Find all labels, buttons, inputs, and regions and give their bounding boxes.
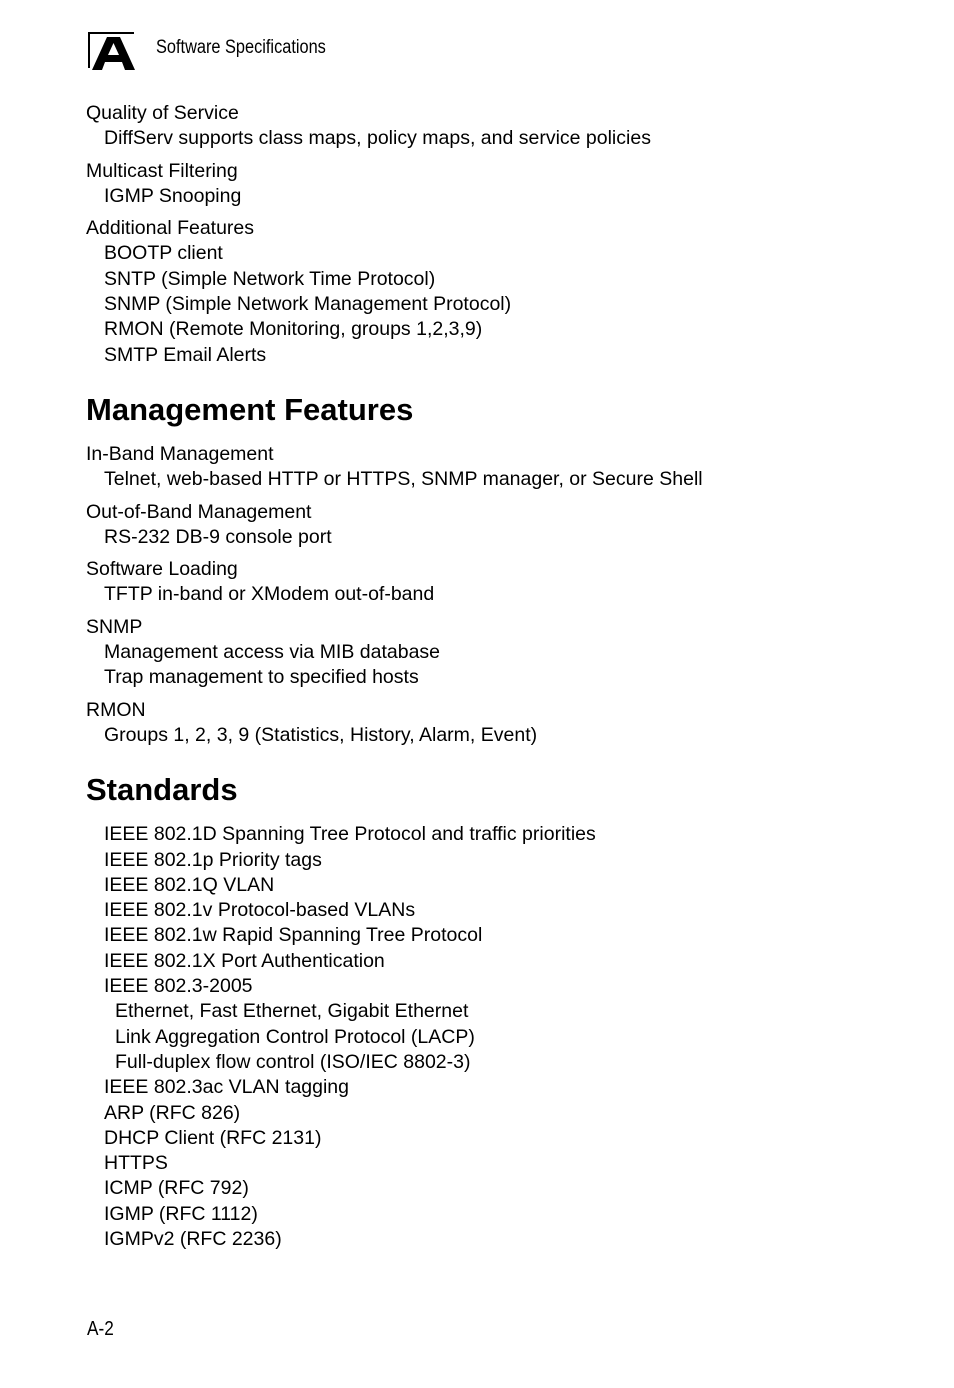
- standard-item: HTTPS: [104, 1152, 168, 1175]
- spec-heading: Software Loading: [86, 558, 238, 581]
- spec-entry: [86, 698, 926, 749]
- spec-item: Trap management to specified hosts: [104, 666, 419, 689]
- spec-item: Management access via MIB database: [104, 641, 441, 664]
- appendix-letter-icon: [92, 37, 136, 70]
- spec-item: RS-232 DB-9 console port: [104, 525, 332, 548]
- standard-item: ICMP (RFC 792): [104, 1177, 249, 1200]
- spec-item: TFTP in-band or XModem out-of-band: [104, 583, 435, 606]
- spec-heading: Quality of Service: [86, 102, 239, 124]
- standard-subitem: Full-duplex flow control (ISO/IEC 8802-3): [115, 1050, 471, 1073]
- spec-entry: [86, 557, 926, 608]
- spec-heading: In-Band Management: [86, 442, 274, 465]
- standards-section: [86, 772, 926, 1252]
- standard-item: IEEE 802.3-2005: [104, 975, 253, 998]
- standard-item: IEEE 802.1v Protocol-based VLANs: [104, 899, 416, 922]
- page-content: [86, 101, 926, 1252]
- standard-item: DHCP Client (RFC 2131): [104, 1126, 322, 1149]
- standard-item: IEEE 802.1Q VLAN: [104, 873, 275, 896]
- spec-heading: Additional Features: [86, 217, 255, 240]
- spec-item: Groups 1, 2, 3, 9 (Statistics, History, Alarm, Event): [104, 723, 538, 746]
- standard-item: IGMP (RFC 1112): [104, 1202, 258, 1225]
- spec-entry: [86, 442, 926, 493]
- intro-entries: [86, 101, 926, 368]
- spec-heading: SNMP: [86, 615, 143, 638]
- standard-item: IGMPv2 (RFC 2236): [104, 1227, 282, 1250]
- spec-item: DiffServ supports class maps, policy maps, and service policies: [104, 127, 651, 150]
- standard-item: IEEE 802.1w Rapid Spanning Tree Protocol: [104, 924, 483, 947]
- standard-item: IEEE 802.1X Port Authentication: [104, 949, 385, 972]
- spec-item: SNTP (Simple Network Time Protocol): [104, 267, 436, 290]
- spec-item: BOOTP client: [104, 242, 223, 265]
- page-number: A-2: [87, 1318, 114, 1340]
- spec-heading: Multicast Filtering: [86, 159, 238, 182]
- standard-subitem: Link Aggregation Control Protocol (LACP): [115, 1025, 475, 1048]
- spec-entry: [86, 615, 926, 691]
- spec-entry: [86, 101, 926, 152]
- spec-item: SMTP Email Alerts: [104, 343, 267, 366]
- spec-heading: Out-of-Band Management: [86, 500, 312, 523]
- standard-item: IEEE 802.1D Spanning Tree Protocol and traffic priorities: [104, 823, 596, 846]
- spec-item: Telnet, web-based HTTP or HTTPS, SNMP manager, or Secure Shell: [104, 468, 703, 491]
- spec-entry: [86, 216, 926, 368]
- standards-list: [86, 822, 926, 1252]
- management-title: Management Features: [86, 391, 414, 427]
- standard-item: ARP (RFC 826): [104, 1101, 241, 1124]
- header-title: Software Specifications: [156, 37, 326, 58]
- standard-item: IEEE 802.3ac VLAN tagging: [104, 1076, 349, 1099]
- spec-item: RMON (Remote Monitoring, groups 1,2,3,9): [104, 318, 483, 341]
- standards-title: Standards: [86, 772, 238, 808]
- standard-subitem: Ethernet, Fast Ethernet, Gigabit Ethernet: [115, 1000, 469, 1023]
- spec-heading: RMON: [86, 698, 146, 721]
- appendix-badge: [88, 32, 134, 68]
- standard-item: IEEE 802.1p Priority tags: [104, 848, 322, 871]
- spec-item: SNMP (Simple Network Management Protocol): [104, 293, 512, 316]
- spec-item: IGMP Snooping: [104, 184, 242, 207]
- spec-entry: [86, 159, 926, 210]
- spec-entry: [86, 500, 926, 551]
- management-entries: [86, 442, 926, 748]
- management-section: [86, 392, 926, 748]
